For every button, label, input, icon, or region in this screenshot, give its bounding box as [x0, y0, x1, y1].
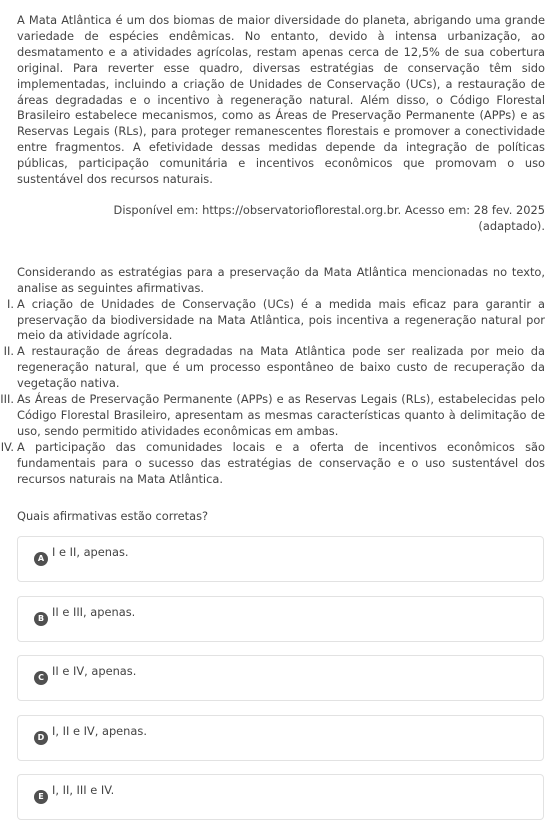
option-a[interactable] [17, 536, 544, 582]
statement-text: A participação das comunidades locais e a oferta de incentivos econômicos são fundamentais para o sucesso das estratégias de conservação e o uso sustentável dos recursos naturais na Mata Atlântica. [17, 439, 545, 486]
option-text: I, II e IV, apenas. [52, 724, 147, 738]
option-text: I e II, apenas. [52, 545, 129, 559]
source-citation-line1: Disponível em: https://observatorioflorestal.org.br. Acesso em: 28 fev. 2025 [113, 202, 545, 217]
statement-number: III. [0, 392, 14, 407]
option-letter-badge: C [34, 671, 48, 685]
statement-list [0, 296, 545, 488]
option-letter-badge: B [34, 612, 48, 626]
statement-item [0, 439, 545, 488]
statement-text: A restauração de áreas degradadas na Mata Atlântica pode ser realizada por meio da regeneração natural, que é um processo espontâneo de baixo custo de recuperação da vegetação nativa. [17, 344, 545, 391]
option-text: II e III, apenas. [52, 605, 136, 619]
intro-paragraph: A Mata Atlântica é um dos biomas de maior diversidade do planeta, abrigando uma grande variedade de espécies endêmicas. No entanto, devido à intensa urbanização, ao desmatamento e a atividades agrícolas, restam apenas cerca de 12,5% de sua cobertura original. Para reverter esse quadro, diversas estratégias de conservação têm sido implementadas, incluindo a criação de Unidades de Conservação (UCs), a restauração de áreas degradadas e o incentivo à regeneração natural. Além disso, o Código Florestal Brasileiro estabelece mecanismos, como as Áreas de Preservação Permanente (APPs) e as Reservas Legais (RLs), para proteger remanescentes florestais e promover a conectividade entre fragmentos. A efetividade dessas medidas depende da integração de políticas públicas, participação comunitária e incentivos econômicos que promovam o uso sustentável dos recursos naturais. [17, 13, 545, 187]
option-e[interactable] [17, 774, 544, 820]
option-c[interactable] [17, 655, 544, 701]
option-text: I, II, III e IV. [52, 783, 115, 797]
question-text: Quais afirmativas estão corretas? [17, 509, 209, 523]
question-body [0, 13, 545, 487]
statement-item [0, 392, 545, 440]
statement-text: A criação de Unidades de Conservação (UCs) é a medida mais eficaz para garantir a preservação da biodiversidade na Mata Atlântica, pois incentiva a regeneração natural por meio da atividade agrícola. [17, 296, 545, 343]
statement-number: I. [7, 296, 14, 311]
statement-number: II. [3, 344, 14, 359]
option-text: II e IV, apenas. [52, 664, 137, 678]
option-letter-badge: E [34, 790, 48, 804]
statement-text: As Áreas de Preservação Permanente (APPs) e as Reservas Legais (RLs), estabelecidas pelo Código Florestal Brasileiro, apresentam as mesmas características quanto à delimitação de uso, sendo permitido atividades econômicas em ambas. [17, 392, 545, 438]
statement-item [7, 296, 545, 345]
option-b[interactable] [17, 596, 544, 642]
option-d[interactable] [17, 715, 544, 761]
option-letter-badge: A [34, 552, 48, 566]
option-letter-badge: D [34, 731, 48, 745]
source-citation-line2: (adaptado). [478, 218, 545, 233]
source-citation [17, 203, 545, 235]
statement-item [3, 344, 545, 392]
statement-number: IV. [0, 439, 14, 454]
statements-prompt: Considerando as estratégias para a preservação da Mata Atlântica mencionadas no texto, analise as seguintes afirmativas. [17, 264, 545, 295]
